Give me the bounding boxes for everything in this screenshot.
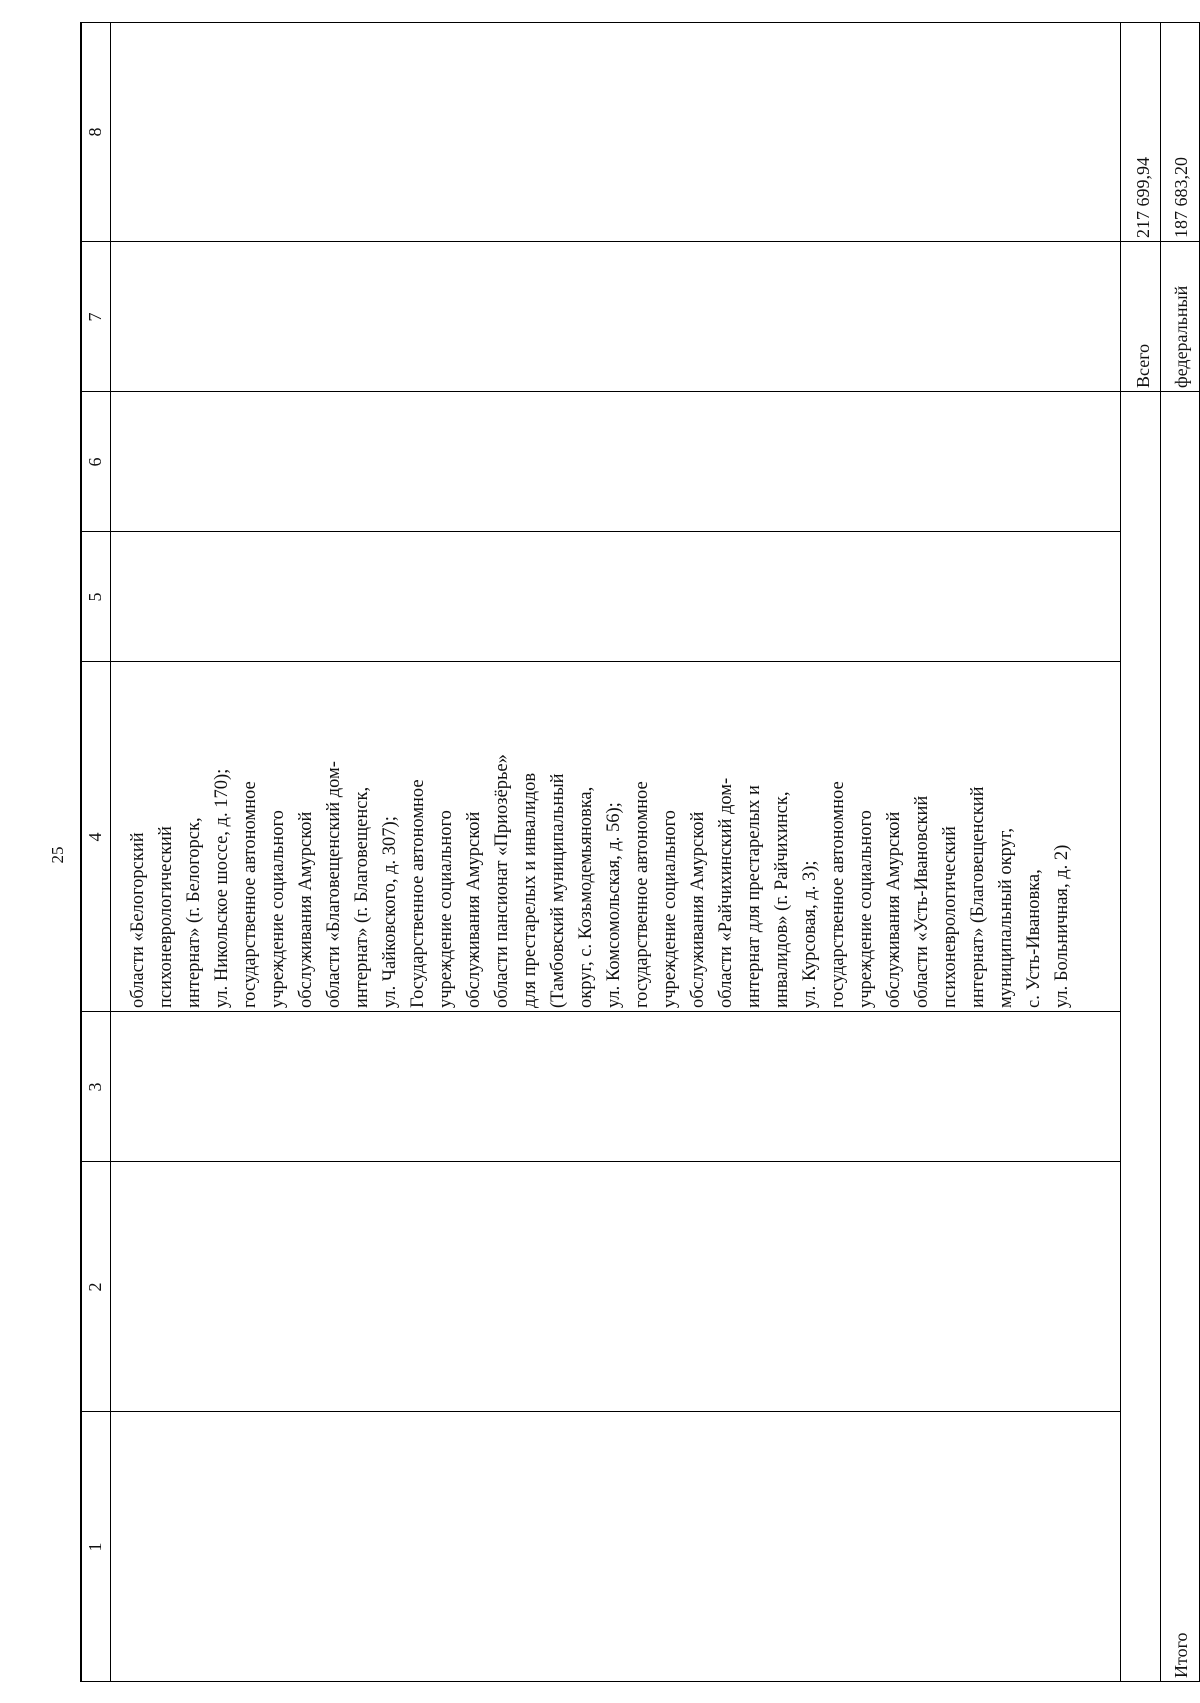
col-sep-5	[80, 531, 1120, 532]
header-col-8: 8	[85, 127, 105, 137]
list-line: интернат» (Благовещенский	[968, 786, 988, 1008]
header-col-6: 6	[85, 457, 105, 467]
list-line: ул. Больничная, д. 2)	[1052, 844, 1072, 1008]
header-col-3: 3	[85, 1082, 105, 1092]
list-line: государственное автономное	[828, 781, 848, 1008]
totals-middle-line	[1160, 22, 1161, 1682]
table-right-border	[80, 22, 1200, 23]
totals-top-line	[1120, 22, 1121, 1682]
list-line: государственное автономное	[632, 781, 652, 1008]
totals-source-all: Всего	[1133, 343, 1153, 388]
list-line: интернат для престарелых и	[744, 785, 764, 1008]
list-line: обслуживания Амурской	[688, 811, 708, 1008]
list-line: области «Белогорский	[128, 832, 148, 1008]
header-col-4: 4	[85, 832, 105, 842]
list-line: учреждение социального	[268, 810, 288, 1008]
table-left-border	[80, 1681, 1200, 1682]
list-line: учреждение социального	[856, 810, 876, 1008]
list-line: Государственное автономное	[408, 779, 428, 1008]
list-line: учреждение социального	[660, 810, 680, 1008]
header-col-5: 5	[85, 592, 105, 602]
list-line: для престарелых и инвалидов	[520, 772, 540, 1008]
totals-amount-federal: 187 683,20	[1171, 157, 1191, 238]
totals-label: Итого	[1171, 1632, 1191, 1678]
col-sep-2	[80, 1161, 1120, 1162]
list-line: области «Райчихинский дом-	[716, 777, 736, 1008]
list-line: инвалидов» (г. Райчихинск,	[772, 791, 792, 1008]
list-line: (Тамбовский муниципальный	[548, 773, 568, 1008]
list-line: округ, с. Козьмодемьяновка,	[576, 786, 596, 1008]
list-line: с. Усть-Ивановка,	[1024, 869, 1044, 1008]
list-line: интернат» (г. Благовещенск,	[352, 786, 372, 1008]
col-sep-1	[80, 1411, 1120, 1412]
list-line: области пансионат «Приозёрье»	[492, 754, 512, 1008]
list-line: психоневрологический	[940, 826, 960, 1008]
list-line: ул. Курсовая, д. 3);	[800, 860, 820, 1008]
list-line: обслуживания Амурской	[296, 811, 316, 1008]
list-line: интернат» (г. Белогорск,	[184, 817, 204, 1008]
list-line: психоневрологический	[156, 826, 176, 1008]
institutions-list	[124, 662, 1076, 1012]
col-sep-6	[80, 391, 1200, 392]
list-line: учреждение социального	[436, 810, 456, 1008]
header-col-7: 7	[85, 312, 105, 322]
rotated-table-page	[80, 22, 1200, 1682]
list-line: муниципальный округ,	[996, 828, 1016, 1008]
totals-source-federal: федеральный	[1171, 285, 1191, 388]
totals-amount-all: 217 699,94	[1133, 157, 1153, 238]
page-number: 25	[48, 846, 67, 864]
list-line: государственное автономное	[240, 781, 260, 1008]
list-line: обслуживания Амурской	[884, 811, 904, 1008]
list-line: обслуживания Амурской	[464, 811, 484, 1008]
header-col-1: 1	[85, 1542, 105, 1552]
list-line: ул. Никольское шоссе, д. 170);	[212, 768, 232, 1008]
list-line: ул. Комсомольская, д. 56);	[604, 802, 624, 1008]
header-separator	[110, 22, 111, 1682]
list-line: области «Усть-Ивановский	[912, 795, 932, 1008]
list-line: области «Благовещенский дом-	[324, 761, 344, 1008]
header-col-2: 2	[85, 1282, 105, 1292]
col-sep-7	[80, 241, 1200, 242]
list-line: ул. Чайковского, д. 307);	[380, 816, 400, 1008]
